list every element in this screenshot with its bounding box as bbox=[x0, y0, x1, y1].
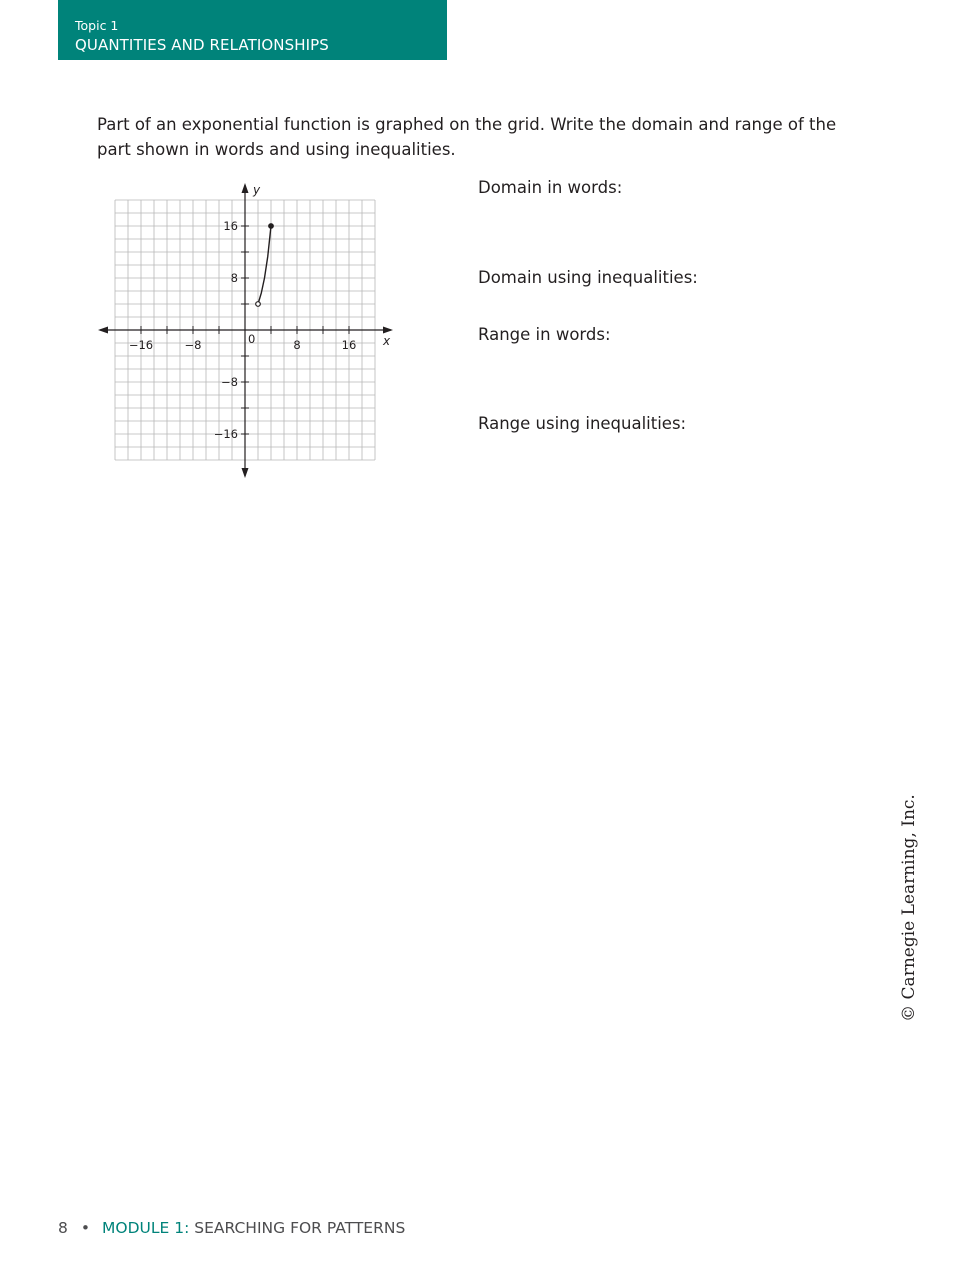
x-tick-label: 16 bbox=[341, 338, 357, 352]
prompt-line-1: Part of an exponential function is graphed on the grid. Write the domain and range of the bbox=[97, 115, 837, 134]
domain-inequalities-label: Domain using inequalities: bbox=[478, 268, 698, 287]
y-tick-label: −8 bbox=[221, 375, 238, 389]
page-number: 8 bbox=[58, 1219, 68, 1237]
x-axis-label: x bbox=[383, 334, 391, 348]
origin-label: 0 bbox=[248, 332, 256, 346]
y-tick-label: 8 bbox=[230, 271, 238, 285]
topic-label: Topic 1 bbox=[75, 18, 119, 33]
module-label: MODULE 1: bbox=[102, 1219, 190, 1237]
x-axis-arrow-left bbox=[98, 327, 108, 334]
domain-words-label: Domain in words: bbox=[478, 178, 623, 197]
copyright-notice: © Carnegie Learning, Inc. bbox=[899, 794, 919, 1022]
y-tick-label: 16 bbox=[223, 219, 238, 233]
x-tick-label: −8 bbox=[184, 338, 202, 352]
topic-header bbox=[58, 0, 447, 60]
y-axis-arrow-down bbox=[242, 468, 249, 478]
range-inequalities-label: Range using inequalities: bbox=[478, 414, 687, 433]
closed-endpoint bbox=[269, 224, 274, 229]
range-words-label: Range in words: bbox=[478, 325, 611, 344]
y-tick-label: −16 bbox=[213, 427, 238, 441]
x-tick-label: −16 bbox=[128, 338, 154, 352]
footer-bullet: • bbox=[80, 1219, 91, 1237]
prompt-line-2: part shown in words and using inequalities. bbox=[97, 140, 456, 159]
exponential-function-graph bbox=[90, 175, 400, 485]
y-axis-arrow-up bbox=[242, 183, 249, 193]
problem-prompt bbox=[97, 112, 857, 162]
open-endpoint bbox=[256, 302, 261, 307]
x-tick-label: 8 bbox=[293, 338, 301, 352]
page-footer bbox=[58, 1218, 405, 1238]
x-axis-arrow-right bbox=[383, 327, 393, 334]
topic-title: QUANTITIES AND RELATIONSHIPS bbox=[75, 36, 329, 54]
y-axis-label: y bbox=[253, 183, 261, 197]
module-title: SEARCHING FOR PATTERNS bbox=[189, 1219, 406, 1237]
